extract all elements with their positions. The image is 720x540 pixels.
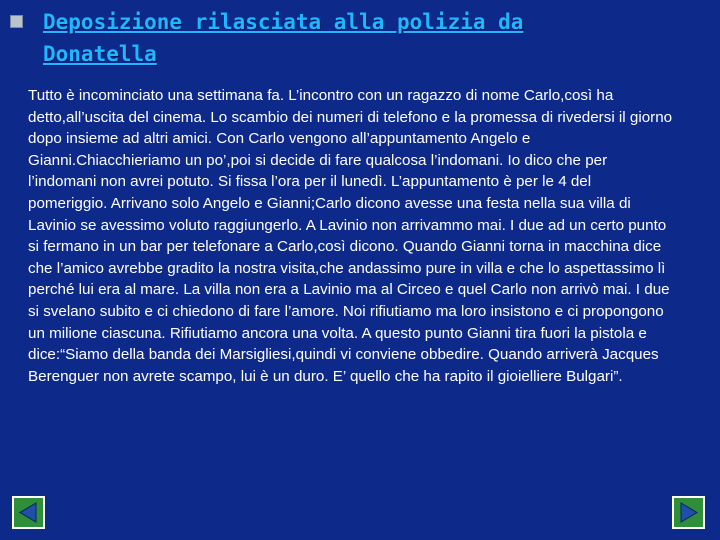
slide-title <box>43 6 523 70</box>
triangle-left-icon <box>14 498 43 527</box>
slide-title-line-1: Deposizione rilasciata alla polizia da <box>43 10 524 34</box>
slide-body-text: Tutto è incominciato una settimana fa. L’incontro con un ragazzo di nome Carlo,così ha detto,all’uscita del cinema. Lo scambio dei numeri di telefono e la promessa di rivedersi il giorno dopo insieme ad altri amici. Con Carlo vengono all’appuntamento Angelo e Gianni.Chiacchieriamo un po’,poi si decide di fare qualcosa l’indomani. Io dico che per l’indomani non avrei potuto. Si fissa l’ora per il lunedì. L’appuntamento è per le 4 del pomeriggio. Arrivano solo Angelo e Gianni;Carlo dicono avesse una festa nella sua villa di Lavinio se avessimo voluto raggiungerlo. A Lavinio non arrivammo mai. I due ad un certo punto si fermano in un bar per telefonare a Carlo,così dicono. Quando Gianni torna in macchina dice che l’amico avrebbe gradito la nostra visita,che andassimo pure in villa e che lo aspettassimo lì perché lui era al mare. La villa non era a Lavinio ma al Circeo e quel Carlo non arrivò mai. I due si svelano subito e ci chiedono di fare l’amore. Noi rifiutiamo ma loro insistono e ci propongono un milione ciascuna. Rifiutiamo ancora una volta. A questo punto Gianni tira fuori la pistola e dice:“Siamo della banda dei Marsigliesi,quindi vi conviene obbedire. Quando arriverà Jacques Berenguer non avrete scampo, lui è un duro. E’ quello che ha rapito il gioielliere Bulgari”. <box>28 87 673 385</box>
triangle-right-icon <box>674 498 703 527</box>
previous-slide-button[interactable] <box>12 496 45 529</box>
next-slide-button[interactable] <box>672 496 705 529</box>
slide-title-line-2: Donatella <box>43 42 157 66</box>
slide-header <box>10 6 700 70</box>
bullet-square-icon <box>10 15 23 28</box>
